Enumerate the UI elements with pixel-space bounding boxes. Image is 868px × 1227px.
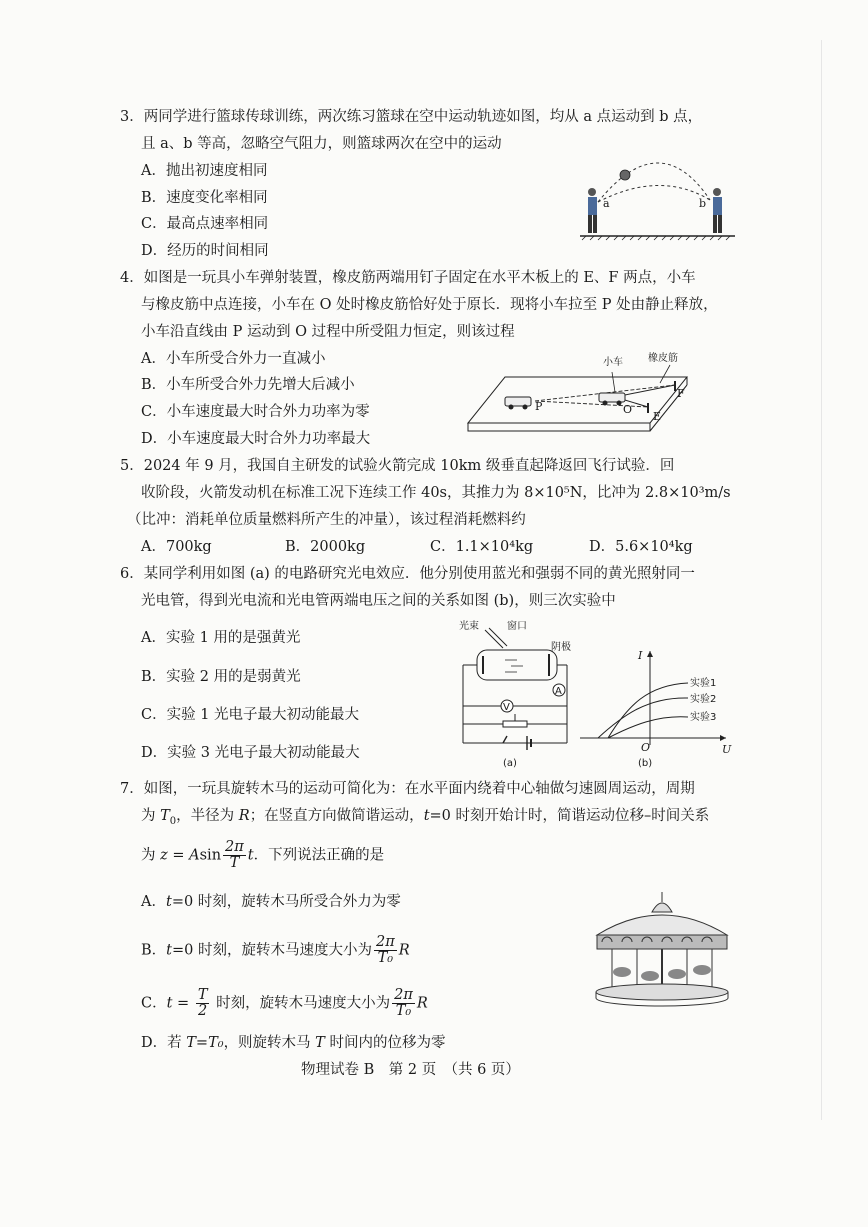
q4-fig-label-band: 橡皮筋 xyxy=(648,353,678,364)
q4-fig-label-o: O xyxy=(623,403,633,416)
q5-stem-line3: （比冲：消耗单位质量燃料所产生的冲量），该过程消耗燃料约 xyxy=(127,512,526,528)
q6-fig-legend-exp2: 实验2 xyxy=(690,694,717,705)
q7-stem-line1: 7．如图，一玩具旋转木马的运动可简化为：在水平面内绕着中心轴做匀速圆周运动，周期 xyxy=(120,781,695,797)
q7-option-a: A．t=0 时刻，旋转木马所受合外力为零 xyxy=(141,894,401,910)
q7-omega-fraction: $\frac{2\pi}{T}$ xyxy=(225,839,244,871)
q6-option-a: A．实验 1 用的是强黄光 xyxy=(141,630,301,646)
q6-fig-axis-u: U xyxy=(722,743,732,756)
q6-fig-axis-i: I xyxy=(638,649,643,662)
q3-option-d: D．经历的时间相同 xyxy=(141,243,269,259)
q4-fig-label-e: E xyxy=(653,410,662,423)
q6-fig-label-light: 光束 xyxy=(459,621,479,632)
q6-fig-label-cathode: 阴极 xyxy=(551,642,571,653)
q4-stem-line3: 小车沿直线由 P 运动到 O 过程中所受阻力恒定，则该过程 xyxy=(141,324,515,340)
q6-circuit-figure-a xyxy=(455,618,575,768)
q3-fig-label-b: b xyxy=(699,197,707,210)
q6-fig-label-voltmeter: V xyxy=(503,702,510,713)
q3-fig-label-a: a xyxy=(603,197,610,210)
q3-basketball-figure xyxy=(580,150,740,250)
q5-option-b: B．2000kg xyxy=(285,539,366,555)
q4-option-a: A．小车所受合外力一直减小 xyxy=(141,351,326,367)
q7-option-c: C．t = $\frac{T}{2}$ 时刻，旋转木马速度大小为 $\frac{2\pi}{\text{T₀}}$ R xyxy=(141,987,428,1019)
q7-stem-line3: 为 z = Asin $\frac{2\pi}{T}$ t．下列说法正确的是 xyxy=(141,839,385,871)
q4-stem-line1: 4．如图是一玩具小车弹射装置，橡皮筋两端用钉子固定在水平木板上的 E、F 两点，小车 xyxy=(120,270,696,286)
q6-stem-line1: 6．某同学利用如图 (a) 的电路研究光电效应．他分别使用蓝光和强弱不同的黄光照射同一 xyxy=(120,566,695,582)
q6-fig-legend-exp1: 实验1 xyxy=(690,678,717,689)
q4-option-b: B．小车所受合外力先增大后减小 xyxy=(141,377,355,393)
q3-stem-line2: 且 a、b 等高，忽略空气阻力，则篮球两次在空中的运动 xyxy=(141,136,502,152)
q6-fig-label-window: 窗口 xyxy=(507,621,527,632)
q4-option-d: D．小车速度最大时合外力功率最大 xyxy=(141,431,371,447)
q7-stem-line2: 为 $T_0$，半径为 R；在竖直方向做简谐运动，t=0 时刻开始计时，简谐运动位移–时间关系 xyxy=(141,808,710,827)
q5-stem-line1: 5．2024 年 9 月，我国自主研发的试验火箭完成 10km 级垂直起降返回飞行试验．回 xyxy=(120,458,675,474)
q3-option-a: A．抛出初速度相同 xyxy=(141,163,268,179)
q3-stem-line1: 3．两同学进行篮球传球训练，两次练习篮球在空中运动轨迹如图，均从 a 点运动到 b 点， xyxy=(120,109,703,125)
q5-stem-line2: 收阶段，火箭发动机在标准工况下连续工作 40s，其推力为 8×10⁵N，比冲为 2.8×10³m/s xyxy=(141,485,731,501)
q4-fig-label-f: F xyxy=(677,387,685,400)
q6-stem-line2: 光电管，得到光电流和光电管两端电压之间的关系如图 (b)，则三次实验中 xyxy=(141,593,616,609)
q5-option-a: A．700kg xyxy=(141,539,212,555)
q3-option-b: B．速度变化率相同 xyxy=(141,190,268,206)
q6-fig-caption-b: (b) xyxy=(638,758,653,769)
q7-option-b: B．t=0 时刻，旋转木马速度大小为 $\frac{2\pi}{\text{T₀}}$ R xyxy=(141,934,410,966)
q5-option-c: C．1.1×10⁴kg xyxy=(430,539,534,555)
q6-option-d: D．实验 3 光电子最大初动能最大 xyxy=(141,745,360,761)
q7-carousel-figure xyxy=(592,890,732,1010)
q6-option-b: B．实验 2 用的是弱黄光 xyxy=(141,669,301,685)
q6-fig-origin: O xyxy=(641,741,651,754)
q6-iu-graph-figure-b xyxy=(578,645,738,770)
q4-fig-label-car: 小车 xyxy=(603,357,623,368)
page-footer: 物理试卷 B 第 2 页 （共 6 页） xyxy=(301,1062,520,1078)
q4-option-c: C．小车速度最大时合外力功率为零 xyxy=(141,404,370,420)
page-edge-line xyxy=(821,40,822,1120)
q4-stem-line2: 与橡皮筋中点连接，小车在 O 处时橡皮筋恰好处于原长．现将小车拉至 P 处由静止释放， xyxy=(141,297,718,313)
q4-car-launcher-figure xyxy=(465,345,690,435)
q3-option-c: C．最高点速率相同 xyxy=(141,216,269,232)
q4-fig-label-p: P xyxy=(535,400,543,413)
q6-fig-legend-exp3: 实验3 xyxy=(690,712,717,723)
q5-option-d: D．5.6×10⁴kg xyxy=(589,539,693,555)
q6-option-c: C．实验 1 光电子最大初动能最大 xyxy=(141,707,360,723)
q7-option-d: D．若 T=T₀，则旋转木马 T 时间内的位移为零 xyxy=(141,1035,446,1051)
q6-fig-caption-a: (a) xyxy=(503,758,517,769)
q6-fig-label-ammeter: A xyxy=(555,686,562,697)
